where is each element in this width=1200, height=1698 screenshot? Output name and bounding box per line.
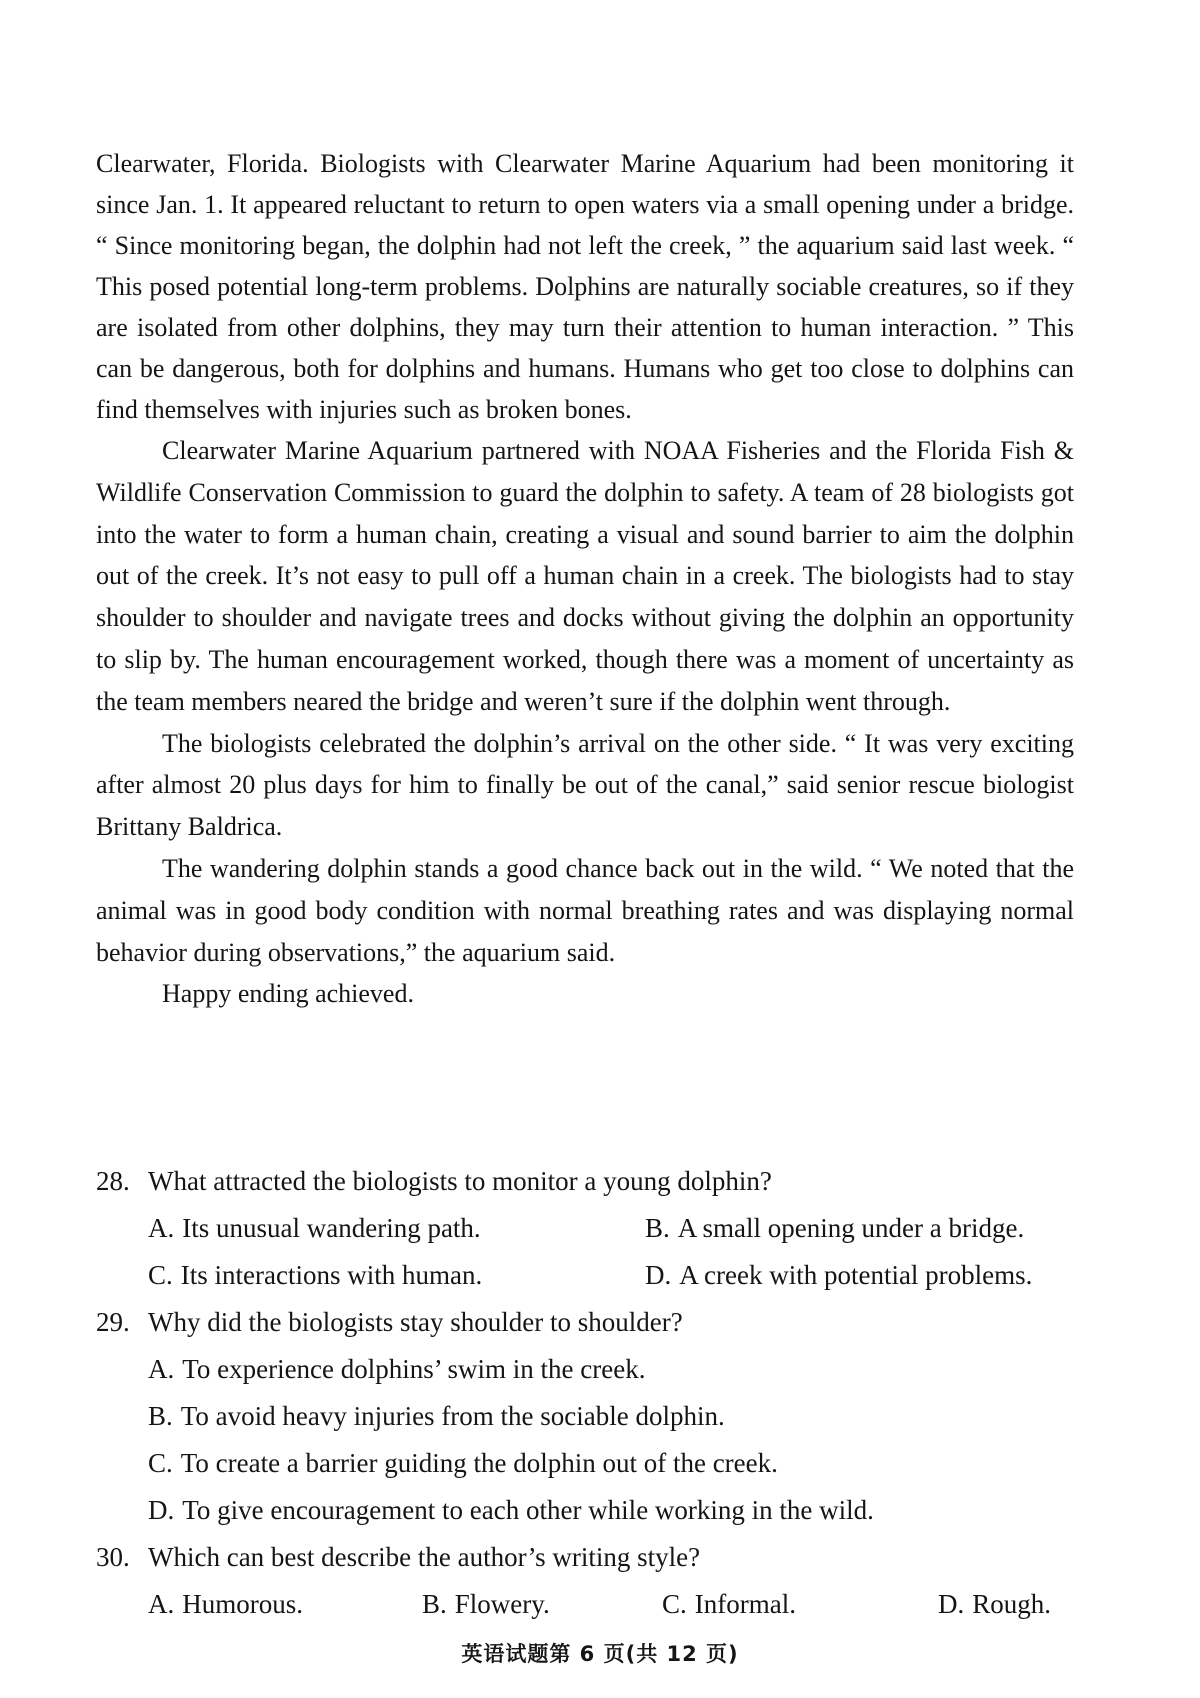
question-number: 28.: [96, 1166, 130, 1196]
option-letter: D.: [645, 1260, 672, 1290]
option-list: [96, 1346, 1096, 1534]
option-d[interactable]: [938, 1581, 1096, 1628]
reading-passage: [96, 143, 1074, 1015]
question-text: What attracted the biologists to monitor a young dolphin?: [148, 1166, 772, 1196]
option-text: Humorous.: [182, 1589, 303, 1619]
option-list: [96, 1581, 1096, 1628]
option-c[interactable]: [662, 1581, 938, 1628]
passage-paragraph-4: The wandering dolphin stands a good chance back out in the wild. “ We noted that the animal was in good body condition with normal breathing rates and was displaying normal behavior during observations,” the aquarium said.: [96, 853, 1074, 967]
option-text: To avoid heavy injuries from the sociable dolphin.: [180, 1401, 725, 1431]
question-text: Why did the biologists stay shoulder to shoulder?: [148, 1307, 683, 1337]
option-text: Its interactions with human.: [180, 1260, 483, 1290]
option-text: To create a barrier guiding the dolphin out of the creek.: [180, 1448, 778, 1478]
option-c[interactable]: [148, 1440, 1096, 1487]
passage-paragraph-5: Happy ending achieved.: [162, 979, 414, 1009]
option-text: Its unusual wandering path.: [182, 1213, 481, 1243]
option-text: Informal.: [694, 1589, 796, 1619]
question-stem: [96, 1158, 1096, 1205]
option-letter: A.: [148, 1589, 175, 1619]
option-list: [96, 1205, 1096, 1299]
option-letter: A.: [148, 1354, 175, 1384]
option-letter: C.: [148, 1448, 173, 1478]
option-d[interactable]: [148, 1487, 1096, 1534]
option-a[interactable]: [148, 1346, 1096, 1393]
passage-paragraph-2: Clearwater Marine Aquarium partnered with NOAA Fisheries and the Florida Fish & Wildlife Conservation Commission to guard the dolphin to safety. A team of 28 biologists got into the water to form a human chain, creating a visual and sound barrier to aim the dolphin out of the creek. It’s not easy to pull off a human chain in a creek. The biologists had to stay shoulder to shoulder and navigate trees and docks without giving the dolphin an opportunity to slip by. The human encouragement worked, though there was a moment of uncertainty as the team members neared the bridge and weren’t sure if the dolphin went through.: [96, 436, 1074, 716]
passage-paragraph-1: Clearwater, Florida. Biologists with Clearwater Marine Aquarium had been monitoring it since Jan. 1. It appeared reluctant to return to open waters via a small opening under a bridge. “ Since monitoring began, the dolphin had not left the creek, ” the aquarium said last week. “ This posed potential long-term problems. Dolphins are naturally sociable creatures, so if they are isolated from other dolphins, they may turn their attention to human interaction. ” This can be dangerous, both for dolphins and humans. Humans who get too close to dolphins can find themselves with injuries such as broken bones.: [96, 149, 1074, 424]
question-30: [96, 1534, 1096, 1628]
question-text: Which can best describe the author’s writing style?: [148, 1542, 701, 1572]
option-b[interactable]: [645, 1205, 1135, 1252]
option-letter: D.: [148, 1495, 175, 1525]
option-text: To experience dolphins’ swim in the creek.: [182, 1354, 646, 1384]
option-letter: D.: [938, 1589, 965, 1619]
option-letter: B.: [422, 1589, 447, 1619]
option-a[interactable]: [148, 1205, 645, 1252]
option-letter: B.: [645, 1213, 670, 1243]
question-number: 30.: [96, 1542, 130, 1572]
option-text: Rough.: [972, 1589, 1052, 1619]
question-stem: [96, 1299, 1096, 1346]
question-list: [96, 1158, 1096, 1628]
option-text: Flowery.: [454, 1589, 550, 1619]
option-a[interactable]: [148, 1581, 422, 1628]
option-b[interactable]: [422, 1581, 662, 1628]
question-stem: [96, 1534, 1096, 1581]
passage-paragraph-3: The biologists celebrated the dolphin’s arrival on the other side. “ It was very exciting after almost 20 plus days for him to finally be out of the canal,” said senior rescue biologist Brittany Baldrica.: [96, 728, 1074, 842]
option-letter: C.: [148, 1260, 173, 1290]
option-b[interactable]: [148, 1393, 1096, 1440]
option-text: To give encouragement to each other while working in the wild.: [182, 1495, 874, 1525]
question-28: [96, 1158, 1096, 1299]
option-letter: A.: [148, 1213, 175, 1243]
page-footer: 英语试题第 6 页(共 12 页): [461, 1642, 739, 1666]
option-c[interactable]: [148, 1252, 645, 1299]
question-29: [96, 1299, 1096, 1534]
question-number: 29.: [96, 1307, 130, 1337]
option-d[interactable]: [645, 1252, 1135, 1299]
option-text: A small opening under a bridge.: [677, 1213, 1025, 1243]
option-text: A creek with potential problems.: [679, 1260, 1033, 1290]
option-letter: B.: [148, 1401, 173, 1431]
option-letter: C.: [662, 1589, 687, 1619]
